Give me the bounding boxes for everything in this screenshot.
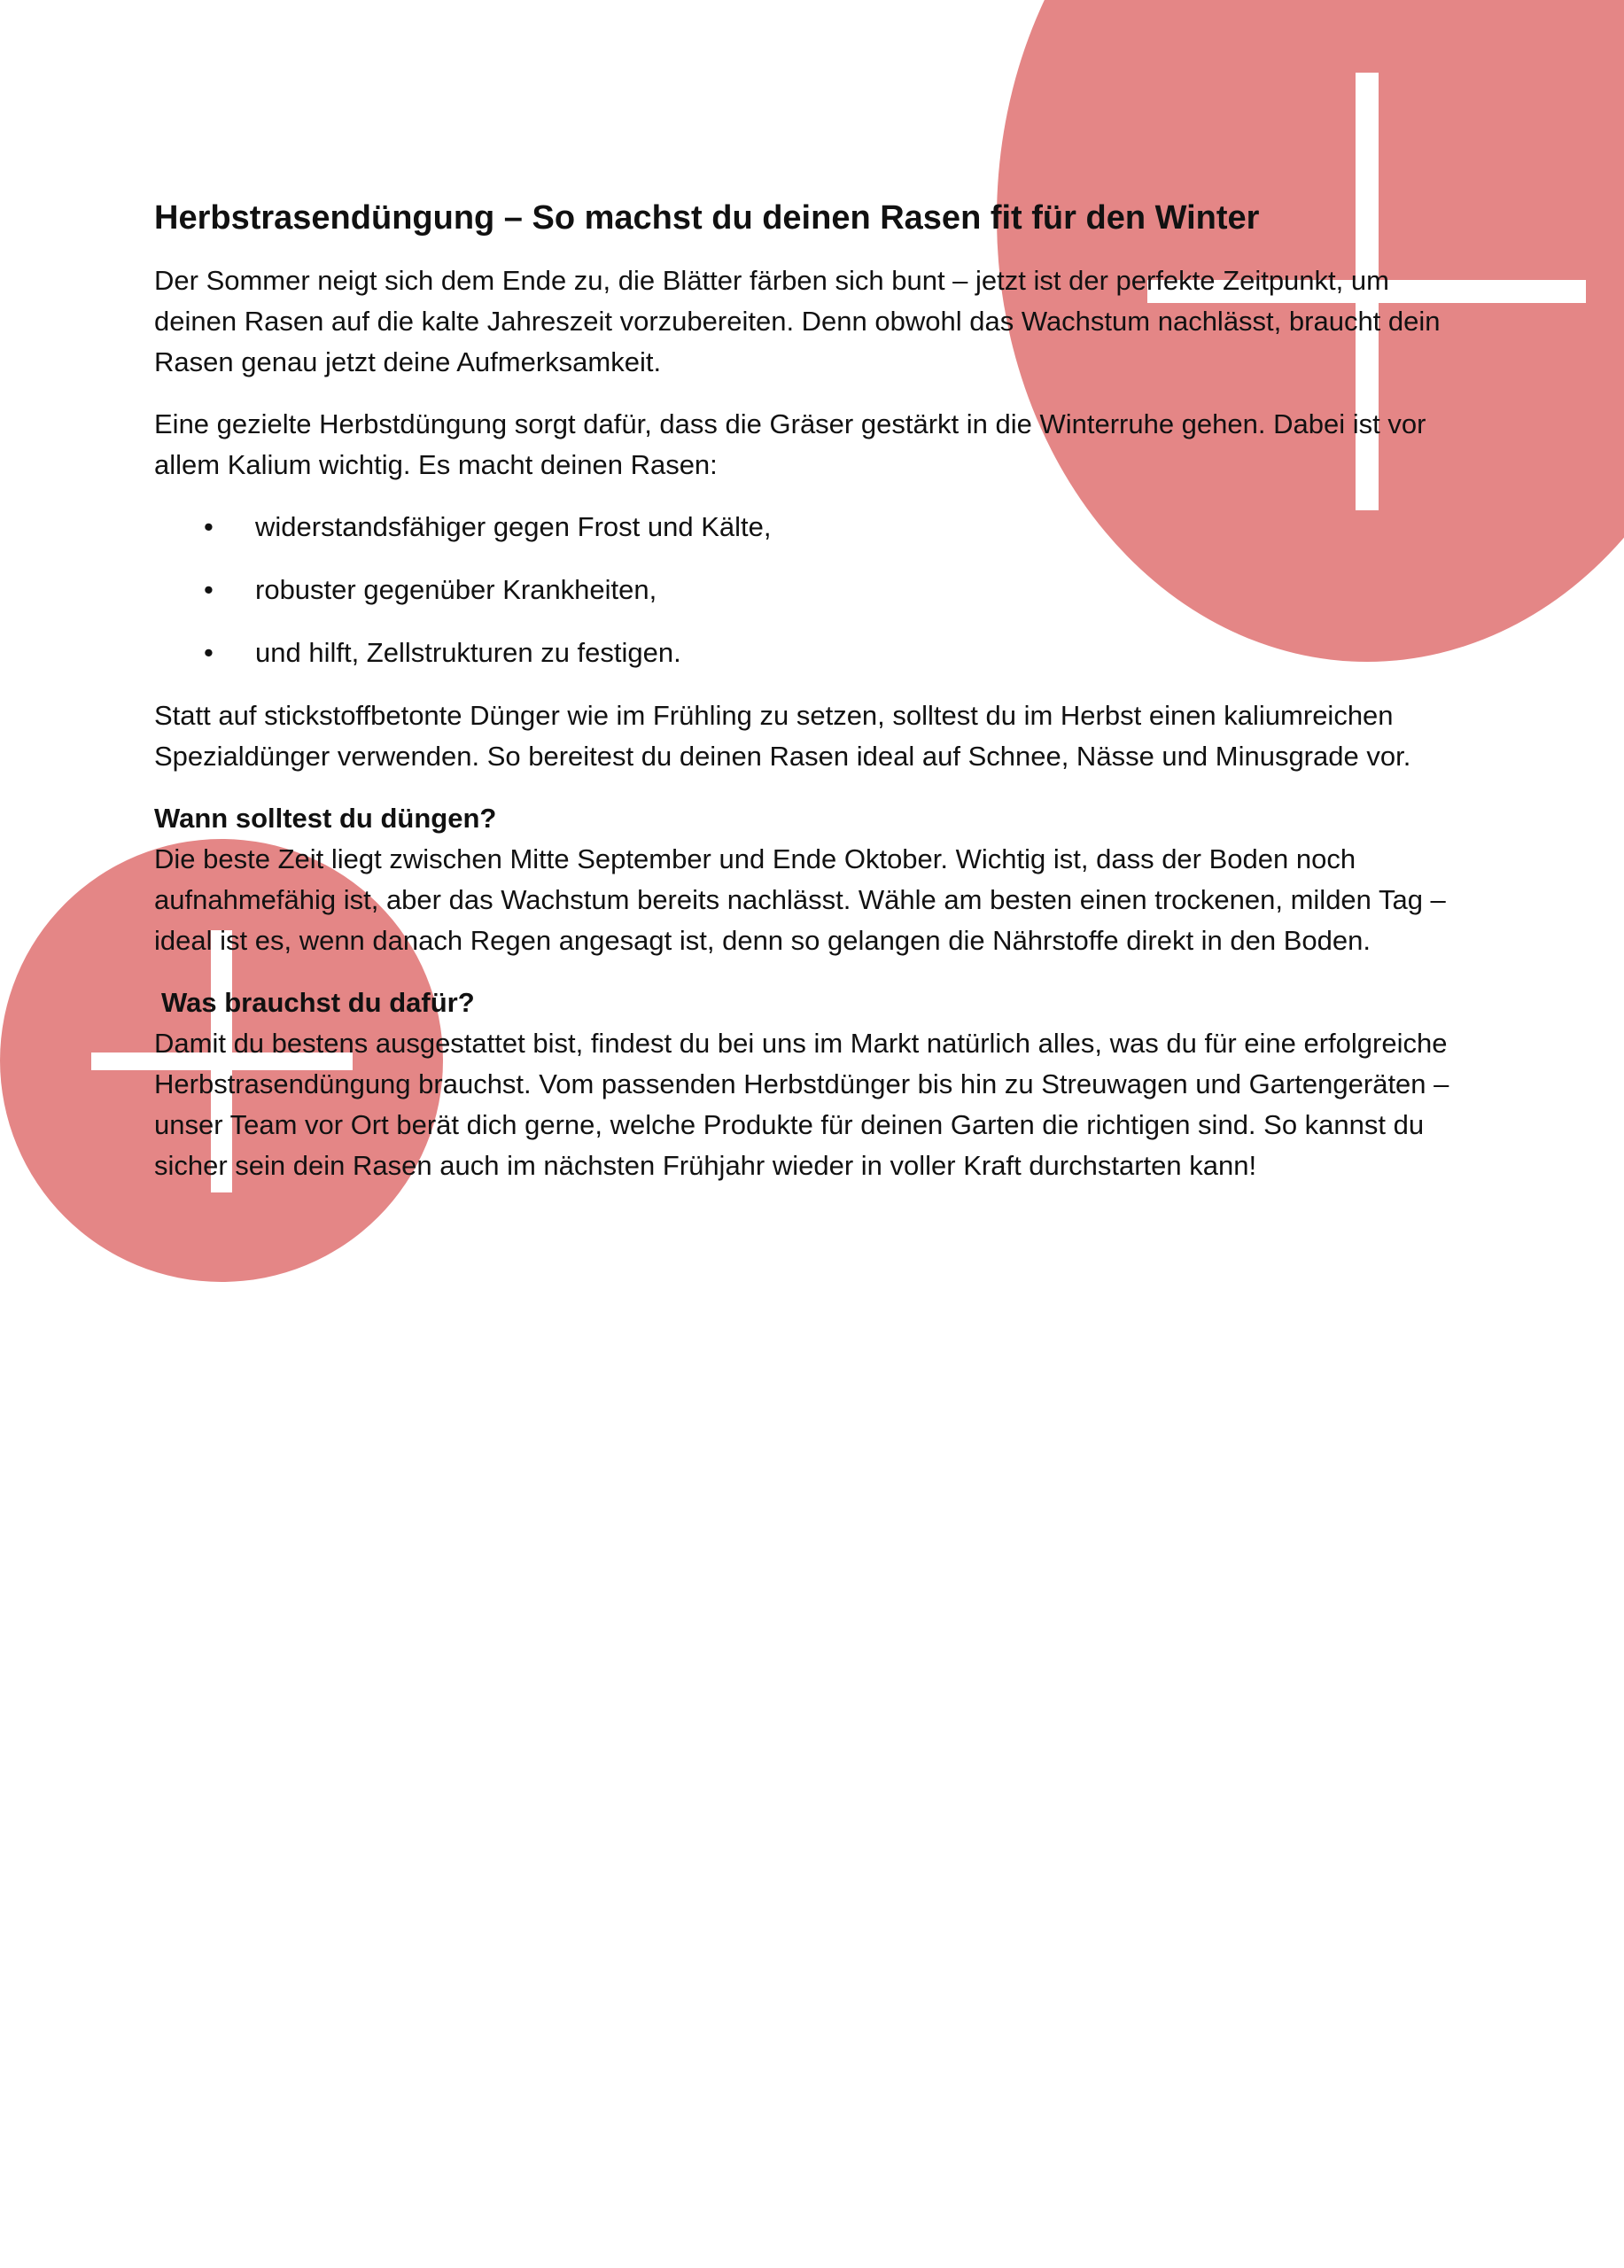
document-title: Herbstrasendüngung – So machst du deinen Rasen fit für den Winter (154, 199, 1260, 237)
list-item (154, 507, 1465, 548)
section-heading: Wann solltest du düngen? (154, 803, 497, 834)
list-item-text: und hilft, Zellstrukturen zu festigen. (255, 637, 681, 668)
section-when (154, 798, 1465, 961)
intro-paragraph-1: Der Sommer neigt sich dem Ende zu, die Blätter färben sich bunt – jetzt ist der perfekte Zeitpunkt, um deinen Rasen auf die kalte Jahreszeit vorzubereiten. Denn obwohl das Wachstum nachlässt, braucht dein Rasen genau jetzt deine Aufmerksamkeit. (154, 265, 1441, 377)
after-list-paragraph: Statt auf stickstoffbetonte Dünger wie im Frühling zu setzen, solltest du im Herbst einen kaliumreichen Spezialdünger verwenden. So bereitest du deinen Rasen ideal auf Schnee, Nässe und Minusgrade vor. (154, 700, 1411, 772)
section-body: Die beste Zeit liegt zwischen Mitte September und Ende Oktober. Wichtig ist, dass der Boden noch aufnahmefähig ist, aber das Wachstum bereits nachlässt. Wähle am besten einen trockenen, milden Tag – ideal ist es, wenn danach Regen angesagt ist, denn so gelangen die Nährstoffe direkt in den Boden. (154, 843, 1446, 956)
document-body (154, 197, 1465, 1208)
section-heading: Was brauchst du dafür? (161, 987, 475, 1018)
list-item-text: robuster gegenüber Krankheiten, (255, 574, 657, 605)
list-item (154, 570, 1465, 610)
bullet-icon: • (204, 637, 214, 668)
benefits-list (154, 507, 1465, 673)
section-body: Damit du bestens ausgestattet bist, findest du bei uns im Markt natürlich alles, was du für eine erfolgreiche Herbstrasendüngung brauchst. Vom passenden Herbstdünger bis hin zu Streuwagen und Gartengeräten – unser Team vor Ort berät dich gerne, welche Produkte für deinen Garten die richtigen sind. So kannst du sicher sein dein Rasen auch im nächsten Frühjahr wieder in voller Kraft durchstarten kann! (154, 1028, 1449, 1181)
bullet-icon: • (204, 574, 214, 605)
list-item-text: widerstandsfähiger gegen Frost und Kälte, (255, 511, 772, 542)
section-what (154, 983, 1465, 1186)
bullet-icon: • (204, 511, 214, 542)
list-item (154, 633, 1465, 673)
intro-paragraph-2: Eine gezielte Herbstdüngung sorgt dafür, dass die Gräser gestärkt in die Winterruhe gehen. Dabei ist vor allem Kalium wichtig. Es macht deinen Rasen: (154, 408, 1426, 480)
